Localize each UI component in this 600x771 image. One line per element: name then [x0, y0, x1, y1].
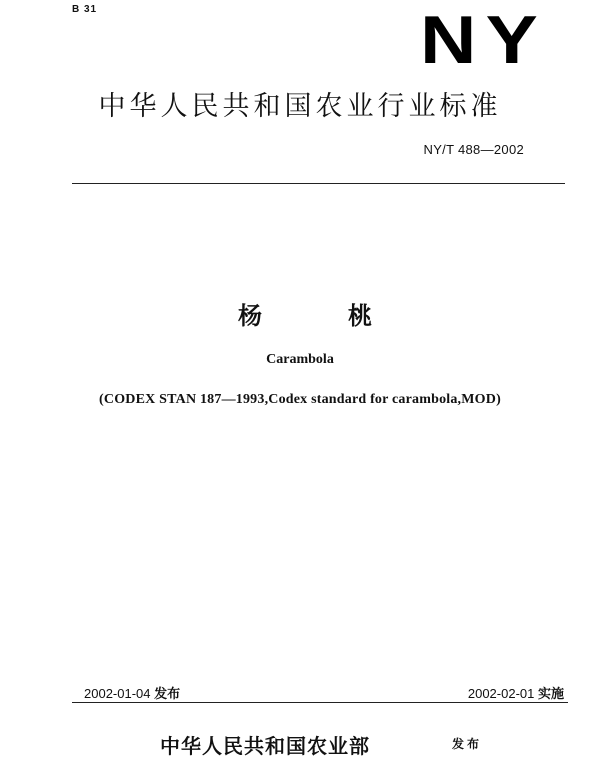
footer-divider — [72, 702, 568, 703]
english-title: Carambola — [266, 352, 334, 367]
issue-label: 发布 — [154, 687, 181, 702]
implementation-label: 实施 — [537, 687, 564, 702]
chinese-title-char-2: 桃 — [348, 302, 372, 330]
issue-date-line — [84, 683, 180, 702]
chinese-title — [238, 296, 372, 331]
issue-date: 2002-01-04 — [84, 686, 151, 701]
standard-type-title: 中华人民共和国农业行业标准 — [98, 91, 502, 122]
publisher-suffix: 发布 — [452, 737, 483, 751]
standard-number: NY/T 488—2002 — [423, 142, 524, 157]
classification-code: B 31 — [72, 4, 98, 15]
publisher: 中华人民共和国农业部 — [160, 734, 370, 758]
implementation-date: 2002-02-01 — [467, 686, 535, 701]
codex-equivalence: (CODEX STAN 187—1993,Codex standard for carambola,MOD) — [99, 392, 501, 407]
implementation-date-line — [468, 683, 564, 702]
header-divider — [72, 183, 565, 184]
chinese-title-char-1: 杨 — [238, 302, 262, 330]
ny-logo: NY — [420, 2, 548, 78]
